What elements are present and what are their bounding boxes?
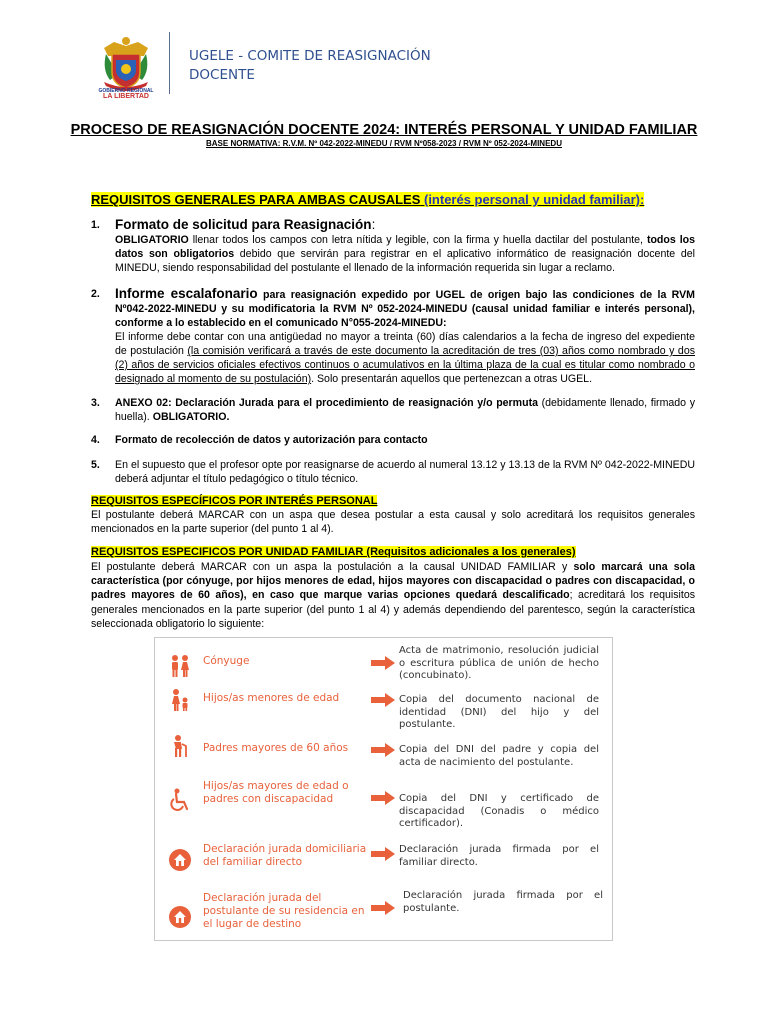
header-title (189, 47, 431, 85)
logo-caption-line1: GOBIERNO REGIONAL (98, 88, 154, 94)
requirement-item-3 (91, 396, 695, 424)
requirement-item-4 (91, 433, 695, 447)
item-number: 2. (91, 288, 100, 300)
header-title-line2: DOCENTE (189, 67, 255, 83)
infographic-label: Declaración jurada domiciliaria del familiar directo (203, 843, 367, 868)
infographic-label: Cónyuge (203, 655, 250, 667)
infographic-description: Copia del DNI del padre y copia del acta de nacimiento del postulante. (399, 744, 599, 768)
logo-caption (92, 88, 160, 100)
arrow-right-icon (371, 791, 395, 805)
item-bold: OBLIGATORIO. (152, 411, 230, 423)
home-icon (168, 905, 192, 929)
home-icon (168, 848, 192, 872)
item-title-tail: : Declaración Jurada para el procedimiento de reasignación y/o permuta (168, 397, 538, 409)
family-text: ; acreditará los requisitos generales mencionados en la parte superior (del punto 1 al 4) y además dependiendo del parentesco, según la característica seleccionada obligatorio lo siguiente: (91, 589, 696, 630)
document-title: PROCESO DE REASIGNACIÓN DOCENTE 2024: INTERÉS PERSONAL Y UNIDAD FAMILIAR (70, 122, 698, 138)
couple-icon (168, 654, 192, 678)
family-bold-text: solo marcará una sola característica (por cónyuge, por hijos menores de edad, hijos mayores con discapacidad o padres con discapacidad, o padres mayores de 60 años), en caso que marque varias opciones quedará descalificado (91, 561, 696, 602)
item-title-tail: para reasignación expedido por UGEL de origen bajo las condiciones de la RVM Nº042-2022-MINEDU y su modificatoria la RVM Nº 052-2024-MINEDU (causal unidad familiar e interés personal), conforme a lo establecido en el comunicado N°055-2024-MINEDU: (115, 289, 696, 329)
general-heading-suffix: (interés personal y unidad familiar): (420, 192, 645, 207)
arrow-right-icon (371, 743, 395, 757)
item-number: 5. (91, 459, 100, 471)
item-text: (debidamente llenado, firmado y huella). (115, 397, 695, 423)
family-text: El postulante deberá MARCAR con un aspa la postulación a la causal UNIDAD FAMILIAR y (91, 561, 574, 573)
header-title-line1: UGELE - COMITE DE REASIGNACIÓN (189, 48, 431, 64)
item-title: ANEXO 02 (115, 397, 169, 409)
item-text: llenar todos los campos con letra nítida y legible, con la firma y huella dactilar del postulante, (188, 234, 647, 246)
infographic-label: Declaración jurada del postulante de su residencia en el lugar de destino (203, 892, 365, 930)
infographic-description: Copia del documento nacional de identidad (DNI) del hijo y del postulante. (399, 694, 599, 731)
elderly-icon (168, 734, 192, 758)
logo-caption-line2: LA LIBERTAD (103, 93, 149, 100)
item-title-tail: : (371, 217, 376, 232)
item-text: El informe debe contar con una antigüedad no mayor a treinta (60) días calendarios a la fecha de ingreso del expediente de postulación (115, 331, 695, 357)
item-title: Formato de recolección de datos y autorización para contacto (115, 434, 428, 446)
item-title: Informe escalafonario (115, 286, 258, 301)
item-number: 4. (91, 434, 100, 446)
requirement-item-1 (91, 218, 695, 275)
infographic-description: Copia del DNI y certificado de discapacidad (Conadis o médico certificador). (399, 793, 599, 830)
infographic-description: Declaración jurada firmada por el postulante. (403, 890, 603, 914)
requirement-item-5 (91, 458, 695, 486)
arrow-right-icon (371, 847, 395, 861)
wheelchair-icon (168, 788, 192, 812)
general-requirements-heading (91, 192, 644, 207)
personal-heading-text: REQUISITOS ESPECÍFICOS POR INTERÉS PERSONAL (91, 495, 378, 507)
personal-interest-text: El postulante deberá MARCAR con un aspa que desea postular a esta causal y solo acreditará los requisitos generales mencionados en la parte superior (del punto 1 al 4). (91, 509, 695, 536)
item-number: 1. (91, 219, 100, 231)
infographic-description: Acta de matrimonio, resolución judicial o escritura pública de unión de hecho (concubinato). (399, 645, 599, 682)
family-requirements-infographic (154, 637, 613, 941)
item-bold: todos los datos son obligatorios (115, 234, 696, 260)
item-text: En el supuesto que el profesor opte por reasignarse de acuerdo al numeral 13.12 y 13.13 de la RVM Nº 042-2022-MINEDU deberá adjuntar el título pedagógico o título técnico. (115, 459, 695, 485)
familiar-heading-text: REQUISITOS ESPECIFICOS POR UNIDAD FAMILIAR (Requisitos adicionales a los generales) (91, 546, 576, 558)
item-text: . Solo presentarán aquellos que pertenezcan a otras UGEL. (311, 373, 593, 385)
infographic-label: Padres mayores de 60 años (203, 742, 349, 754)
item-underlined-text: (la comisión verificará a través de este documento la acreditación de tres (03) años como nombrado y dos (2) años de servicios oficiales efectivos continuos o acumulativos en la última plaza de la cual es titular como nombrado o designado al momento de su postulación) (115, 345, 696, 385)
item-number: 3. (91, 397, 100, 409)
item-title: Formato de solicitud para Reasignación (115, 217, 372, 232)
infographic-label: Hijos/as menores de edad (203, 692, 340, 704)
infographic-label: Hijos/as mayores de edad o padres con discapacidad (203, 780, 349, 805)
infographic-description: Declaración jurada firmada por el familiar directo. (399, 844, 599, 868)
arrow-right-icon (371, 901, 395, 915)
family-unit-text (91, 560, 695, 631)
requirement-item-2 (91, 287, 695, 386)
general-heading-main: REQUISITOS GENERALES PARA AMBAS CAUSALES (91, 192, 421, 207)
personal-interest-heading (91, 495, 377, 507)
header-divider (169, 32, 170, 94)
document-subtitle: BASE NORMATIVA: R.V.M. Nº 042-2022-MINEDU / RVM Nº058-2023 / RVM Nº 052-2024-MINEDU (206, 139, 562, 148)
item-bold: OBLIGATORIO (115, 234, 189, 246)
arrow-right-icon (371, 693, 395, 707)
arrow-right-icon (371, 656, 395, 670)
family-unit-heading (91, 546, 576, 558)
item-text: debido que servirán para registrar en el aplicativo informático de reasignación docente del MINEDU, siendo responsabilidad del postulante el llenado de la información requerida sin lugar a reclamo. (115, 248, 695, 274)
parent-child-icon (168, 688, 192, 712)
